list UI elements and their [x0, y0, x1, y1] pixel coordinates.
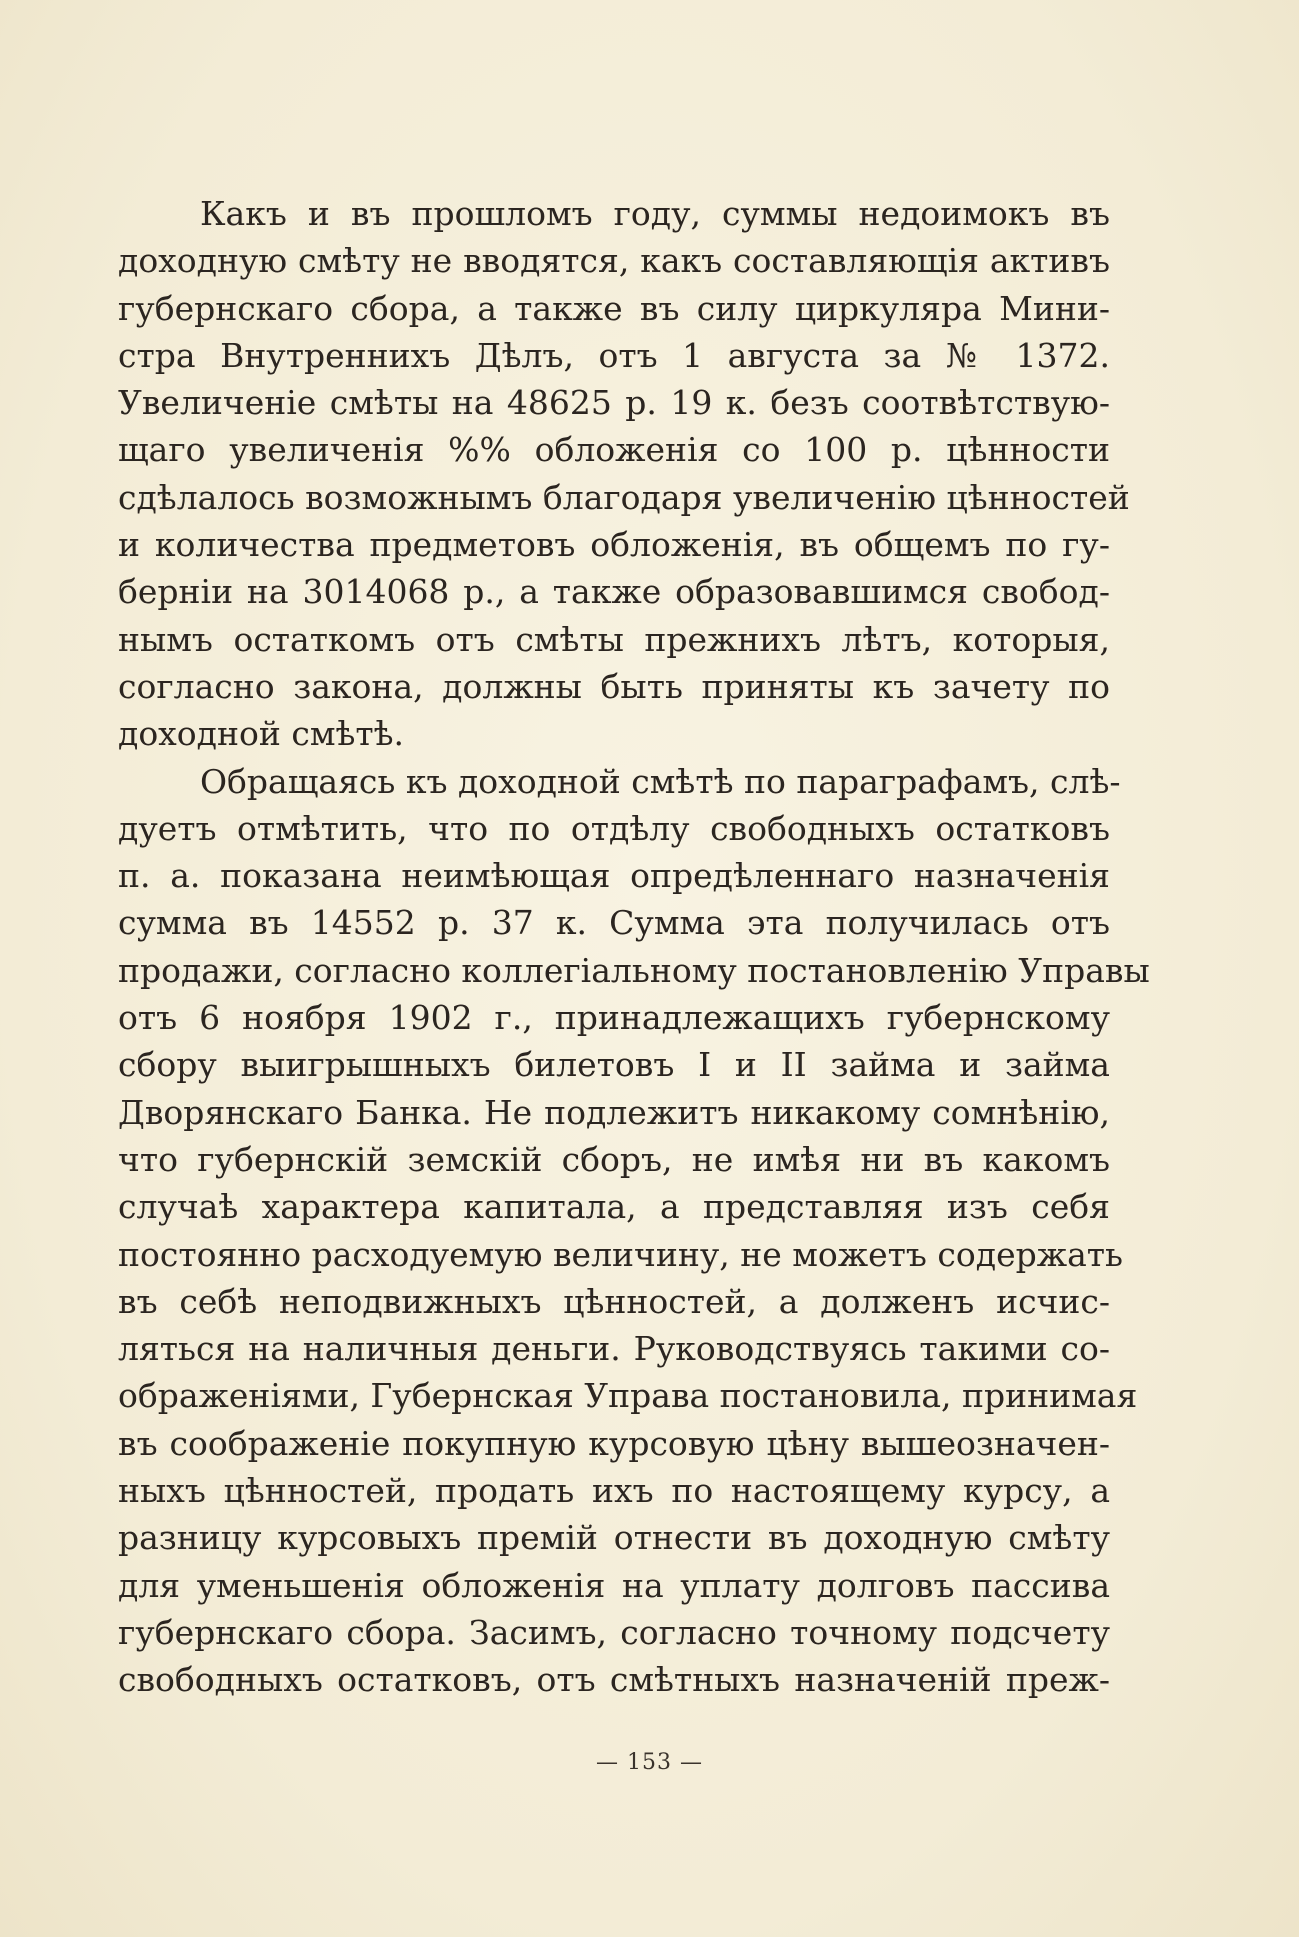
text-line: сумма въ 14552 р. 37 к. Сумма эта получилась отъ	[118, 903, 1110, 943]
text-line: согласно закона, должны быть приняты къ зачету по	[118, 666, 1110, 706]
text-line: и количества предметовъ обложенія, въ общемъ по гу-	[118, 525, 1110, 565]
text-line: продажи, согласно коллегіальному постановленію Управы	[118, 950, 1150, 990]
text-line: нымъ остаткомъ отъ смѣты прежнихъ лѣтъ, которыя,	[118, 619, 1110, 659]
text-line: ныхъ цѣнностей, продать ихъ по настоящему курсу, а	[118, 1471, 1110, 1511]
text-line: стра Внутреннихъ Дѣлъ, отъ 1 августа за № 1372.	[118, 335, 1110, 375]
text-line: губернскаго сбора, а также въ силу циркуляра Мини-	[118, 288, 1110, 328]
text-line: случаѣ характера капитала, а представляя изъ себя	[118, 1187, 1110, 1227]
text-line: берніи на 3014068 р., а также образовавшимся свобод-	[118, 572, 1110, 612]
text-line: сбору выигрышныхъ билетовъ I и II займа и займа	[118, 1045, 1110, 1085]
body-text	[118, 190, 1150, 1704]
text-line: ображеніями, Губернская Управа постановила, принимая	[118, 1376, 1138, 1416]
text-line: свободныхъ остатковъ, отъ смѣтныхъ назначеній преж-	[118, 1660, 1110, 1700]
text-line: постоянно расходуемую величину, не можетъ содержать	[118, 1234, 1123, 1274]
paragraph-1	[118, 190, 1130, 758]
text-line: Какъ и въ прошломъ году, суммы недоимокъ въ	[200, 194, 1110, 233]
text-line: доходную смѣту не вводятся, какъ составляющія активъ	[118, 241, 1110, 281]
page-number: — 153 —	[596, 1750, 703, 1775]
text-line: въ себѣ неподвижныхъ цѣнностей, а долженъ исчис-	[118, 1281, 1110, 1321]
paragraph-2	[118, 758, 1150, 1704]
text-line: ляться на наличныя деньги. Руководствуясь такими со-	[118, 1329, 1110, 1369]
text-line: губернскаго сбора. Засимъ, согласно точному подсчету	[118, 1612, 1110, 1652]
text-line: щаго увеличенія %% обложенія со 100 р. цѣнности	[118, 430, 1110, 470]
text-line: Дворянскаго Банка. Не подлежитъ никакому сомнѣнію,	[118, 1092, 1110, 1132]
text-line: отъ 6 ноября 1902 г., принадлежащихъ губернскому	[118, 998, 1110, 1038]
text-line: сдѣлалось возможнымъ благодаря увеличенію цѣнностей	[118, 477, 1130, 517]
text-line: дуетъ отмѣтить, что по отдѣлу свободныхъ остатковъ	[118, 808, 1110, 848]
text-line: для уменьшенія обложенія на уплату долговъ пассива	[118, 1565, 1110, 1605]
text-line: въ соображеніе покупную курсовую цѣну вышеозначен-	[118, 1423, 1110, 1463]
text-line: п. а. показана неимѣющая опредѣленнаго назначенія	[118, 856, 1110, 896]
text-line: доходной смѣтѣ.	[118, 714, 405, 754]
text-line: Обращаясь къ доходной смѣтѣ по параграфамъ, слѣ-	[200, 761, 1121, 801]
text-line: что губернскій земскій сборъ, не имѣя ни въ какомъ	[118, 1139, 1110, 1179]
text-line: разницу курсовыхъ премій отнести въ доходную смѣту	[118, 1518, 1110, 1558]
text-line: Увеличеніе смѣты на 48625 р. 19 к. безъ соотвѣтствую-	[118, 383, 1110, 423]
